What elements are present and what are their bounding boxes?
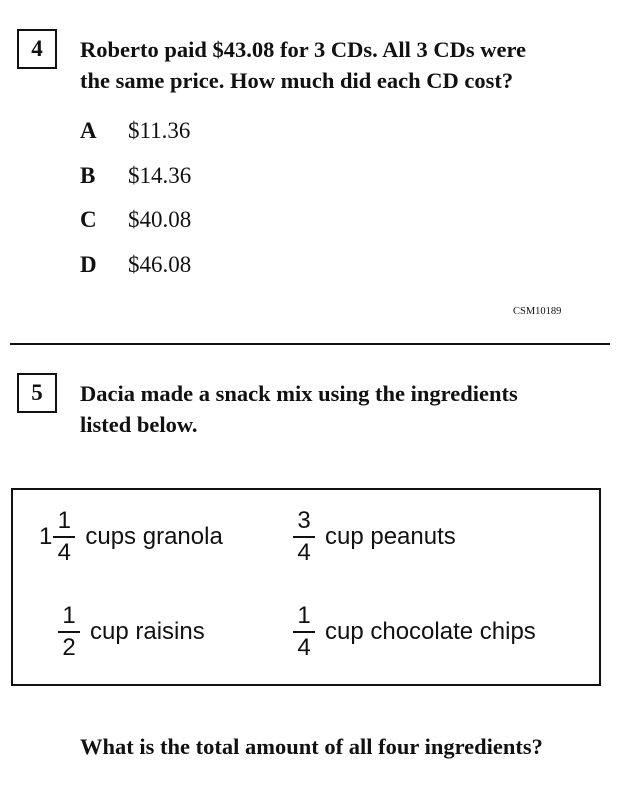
fraction-bar <box>293 536 315 538</box>
choice-a[interactable] <box>80 116 190 146</box>
ingredient-granola-numerator: 1 <box>57 507 72 534</box>
ingredient-chocolate-chips-fraction <box>293 603 315 660</box>
choice-d-letter: D <box>80 252 97 277</box>
ingredient-chocolate-chips-label: cup chocolate chips <box>325 617 536 645</box>
choice-a-text: $11.36 <box>128 118 191 143</box>
ingredient-raisins-fraction <box>58 603 80 660</box>
item-code: CSM10189 <box>513 306 562 317</box>
ingredient-peanuts-label: cup peanuts <box>325 522 456 550</box>
ingredient-peanuts-fraction <box>293 508 315 565</box>
question-4-text <box>80 34 620 96</box>
question-5-text-line-1: Dacia made a snack mix using the ingredients <box>80 381 518 406</box>
ingredient-granola-label: cups granola <box>85 522 223 550</box>
ingredients-box <box>11 488 601 686</box>
ingredient-chocolate-chips <box>293 603 536 660</box>
question-4-number: 4 <box>31 36 43 61</box>
ingredient-chocolate-chips-denominator: 4 <box>297 634 311 661</box>
question-4-text-line-1: Roberto paid $43.08 for 3 CDs. All 3 CDs were <box>80 37 527 62</box>
question-5-number-box <box>17 373 57 413</box>
question-5-prompt: What is the total amount of all four ingredients? <box>80 734 543 759</box>
choice-d-text: $46.08 <box>128 252 192 277</box>
question-5-text-line-2: listed below. <box>80 412 198 437</box>
ingredient-granola-denominator: 4 <box>57 539 72 566</box>
question-5-number: 5 <box>31 380 43 405</box>
choice-c[interactable] <box>80 205 191 235</box>
ingredient-peanuts-denominator: 4 <box>297 539 311 566</box>
section-divider <box>10 343 610 345</box>
ingredient-granola <box>39 508 223 565</box>
choice-b[interactable] <box>80 161 191 191</box>
ingredient-raisins-label: cup raisins <box>90 617 205 645</box>
fraction-bar <box>53 536 75 538</box>
question-4-text-line-2: the same price. How much did each CD cost? <box>80 68 514 93</box>
ingredient-granola-fraction <box>53 508 75 565</box>
choice-c-letter: C <box>80 207 97 232</box>
ingredient-raisins-numerator: 1 <box>62 602 76 629</box>
fraction-bar <box>58 631 80 633</box>
fraction-bar <box>293 631 315 633</box>
question-4-number-box <box>17 29 57 69</box>
ingredient-granola-whole: 1 <box>39 522 53 550</box>
ingredient-raisins <box>58 603 205 660</box>
ingredient-peanuts-numerator: 3 <box>297 507 311 534</box>
choice-b-text: $14.36 <box>128 163 192 188</box>
choice-b-letter: B <box>80 163 96 188</box>
ingredient-raisins-denominator: 2 <box>62 634 76 661</box>
question-5-text <box>80 378 620 440</box>
choice-c-text: $40.08 <box>128 207 192 232</box>
choice-a-letter: A <box>80 118 97 143</box>
ingredient-peanuts <box>293 508 456 565</box>
ingredient-chocolate-chips-numerator: 1 <box>297 602 311 629</box>
choice-d[interactable] <box>80 250 191 280</box>
